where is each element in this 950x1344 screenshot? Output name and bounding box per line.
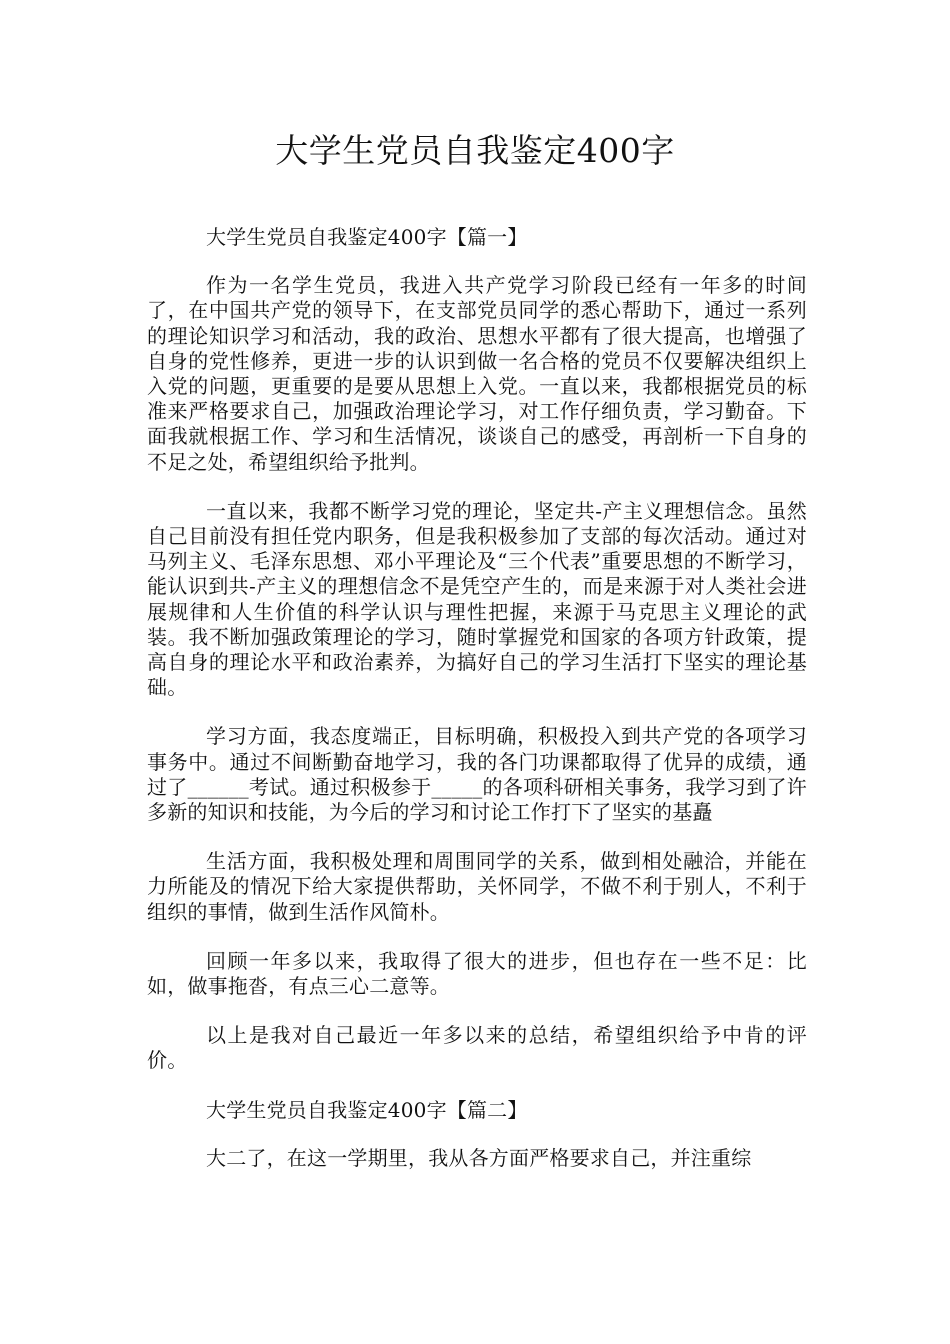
paragraph-section2-1: 大二了，在这一学期里，我从各方面严格要求自己，并注重综: [206, 1145, 752, 1170]
document-body: [147, 225, 807, 1171]
section-heading-1: 大学生党员自我鉴定400字【篇一】: [206, 225, 528, 249]
section-heading-2: 大学生党员自我鉴定400字【篇二】: [206, 1097, 528, 1122]
document-title: 大学生党员自我鉴定400字: [275, 131, 675, 170]
paragraph-2: 一直以来，我都不断学习党的理论，坚定共-产主义理想信念。虽然自己目前没有担任党内职务，但是我积极参加了支部的每次活动。通过对马列主义、毛泽东思想、邓小平理论及“三个代表”重要思想的不断学习，能认识到共-产主义的理想信念不是凭空产生的，而是来源于对人类社会进展规律和人生价值的科学认识与理性把握，来源于马克思主义理论的武装。我不断加强政策理论的学习，随时掌握党和国家的各项方针政策，提高自身的理论水平和政治素养，为搞好自己的学习生活打下坚实的理论基础。: [147, 498, 807, 700]
paragraph-4: 生活方面，我积极处理和周围同学的关系，做到相处融洽，并能在力所能及的情况下给大家提供帮助，关怀同学，不做不利于别人，不利于组织的事情，做到生活作风简朴。: [147, 849, 807, 924]
paragraph-5: 回顾一年多以来，我取得了很大的进步，但也存在一些不足：比如，做事拖沓，有点三心二意等。: [147, 948, 807, 999]
paragraph-6: 以上是我对自己最近一年多以来的总结，希望组织给予中肯的评价。: [147, 1023, 807, 1073]
paragraph-1: 作为一名学生党员，我进入共产党学习阶段已经有一年多的时间了，在中国共产党的领导下，在支部党员同学的悉心帮助下，通过一系列的理论知识学习和活动，我的政治、思想水平都有了很大提高，也增强了自身的党性修养，更进一步的认识到做一名合格的党员不仅要解决组织上入党的问题，更重要的是要从思想上入党。一直以来，我都根据党员的标准来严格要求自己，加强政治理论学习，对工作仔细负责，学习勤奋。下面我就根据工作、学习和生活情况，谈谈自己的感受，再剖析一下自身的不足之处，希望组织给予批判。: [147, 273, 807, 474]
paragraph-3: 学习方面，我态度端正，目标明确，积极投入到共产党的各项学习事务中。通过不间断勤奋地学习，我的各门功课都取得了优异的成绩，通过了______考试。通过积极参于_____的各项科研相关事务，我学习到了许多新的知识和技能，为今后的学习和讨论工作打下了坚实的基矗: [147, 724, 807, 825]
